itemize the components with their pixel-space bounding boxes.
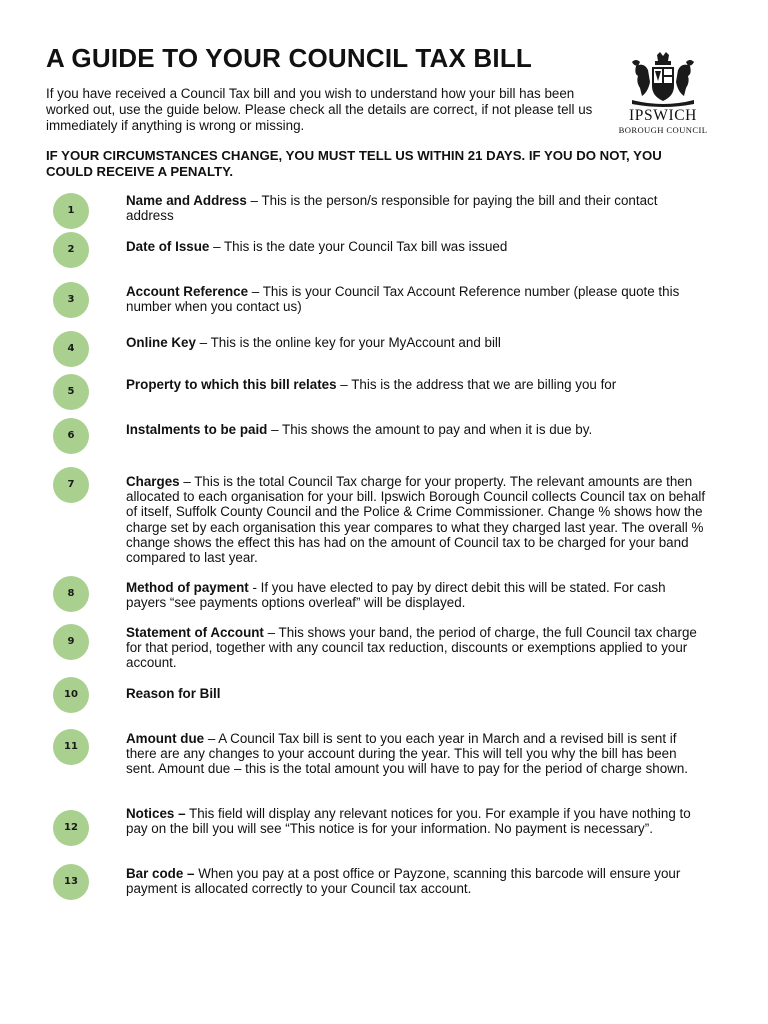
item-label: Charges [126,474,180,489]
item-number-badge: 8 [53,576,89,612]
council-logo [613,52,713,136]
item-description: – A Council Tax bill is sent to you each year in March and a revised bill is sent if there are any changes to your account during the year. This will tell you why the bill has been sent. Amount due – this is the total amount you will have to pay for the period of charge shown. [126,731,688,777]
item-label: Reason for Bill [126,686,221,701]
item-description: – This is the total Council Tax charge for your property. The relevant amounts are then allocated to each organisation for your bill. Ipswich Borough Council collects Council tax on behalf of itself, Suffolk County Council and the Police & Crime Commissioner. Change % shows how the charge set by each organisation this year compares to what they charged last year. The overall % change shows the effect this has had on the amount of Council tax to be charged for your band compared to last year. [126,474,706,566]
item-text [126,422,706,437]
item-label: Account Reference [126,284,249,299]
item-label: Method of payment [126,580,249,595]
item-label: Notices – [126,806,186,821]
logo-subtitle: BOROUGH COUNCIL [618,125,708,135]
item-number-badge: 7 [53,467,89,503]
item-text [126,377,706,392]
item-text [126,731,706,777]
item-number-badge: 9 [53,624,89,660]
item-number-badge: 13 [53,864,89,900]
item-description: – This is the date your Council Tax bill was issued [209,239,508,254]
coat-of-arms-icon [624,52,702,108]
intro-paragraph: If you have received a Council Tax bill and you wish to understand how your bill has been worked out, use the guide below. Please check all the details are correct, if not please tell us immediately if anything is wrong or missing. [46,86,593,133]
item-number-badge: 12 [53,810,89,846]
item-text [126,284,706,314]
item-description: – This is the person/s responsible for paying the bill and their contact address [126,193,658,224]
item-label: Amount due [126,731,205,746]
item-number-badge: 2 [53,232,89,268]
item-text [126,335,706,350]
item-number-badge: 3 [53,282,89,318]
item-label: Statement of Account [126,625,264,640]
logo-name: IPSWICH [629,107,697,124]
item-label: Date of Issue [126,239,210,254]
item-label: Property to which this bill relates [126,377,337,392]
item-description: This field will display any relevant notices for you. For example if you have nothing to pay on the bill you will see “This notice is for your information. No payment is necessary”. [126,806,691,837]
item-text [126,580,706,610]
page-title: A GUIDE TO YOUR COUNCIL TAX BILL [46,43,532,73]
item-number-badge: 4 [53,331,89,367]
item-text [126,866,706,896]
item-text [126,239,706,254]
warning-notice: IF YOUR CIRCUMSTANCES CHANGE, YOU MUST TELL US WITHIN 21 DAYS. IF YOU DO NOT, YOU COULD RECEIVE A PENALTY. [46,148,662,179]
item-description: - If you have elected to pay by direct debit this will be stated. For cash payers “see payments options overleaf” will be displayed. [126,580,666,611]
item-label: Instalments to be paid [126,422,268,437]
item-text [126,474,706,565]
item-description: – This shows the amount to pay and when it is due by. [267,422,593,437]
item-label: Bar code – [126,866,195,881]
item-text [126,193,706,223]
item-text [126,625,706,671]
item-number-badge: 11 [53,729,89,765]
item-label: Online Key [126,335,196,350]
item-description: – This is the online key for your MyAccount and bill [195,335,501,350]
item-number-badge: 6 [53,418,89,454]
item-description: – This shows your band, the period of charge, the full Council tax charge for that period, together with any council tax reduction, discounts or exemptions applied to your account. [126,625,697,671]
item-number-badge: 10 [53,677,89,713]
item-text [126,806,706,836]
item-description: – This is your Council Tax Account Reference number (please quote this number when you contact us) [126,284,680,315]
item-description: – This is the address that we are billing you for [336,377,617,392]
item-text [126,686,706,701]
item-number-badge: 5 [53,374,89,410]
item-description: When you pay at a post office or Payzone, scanning this barcode will ensure your payment is allocated correctly to your Council tax account. [126,866,681,897]
item-label: Name and Address [126,193,247,208]
item-number-badge: 1 [53,193,89,229]
